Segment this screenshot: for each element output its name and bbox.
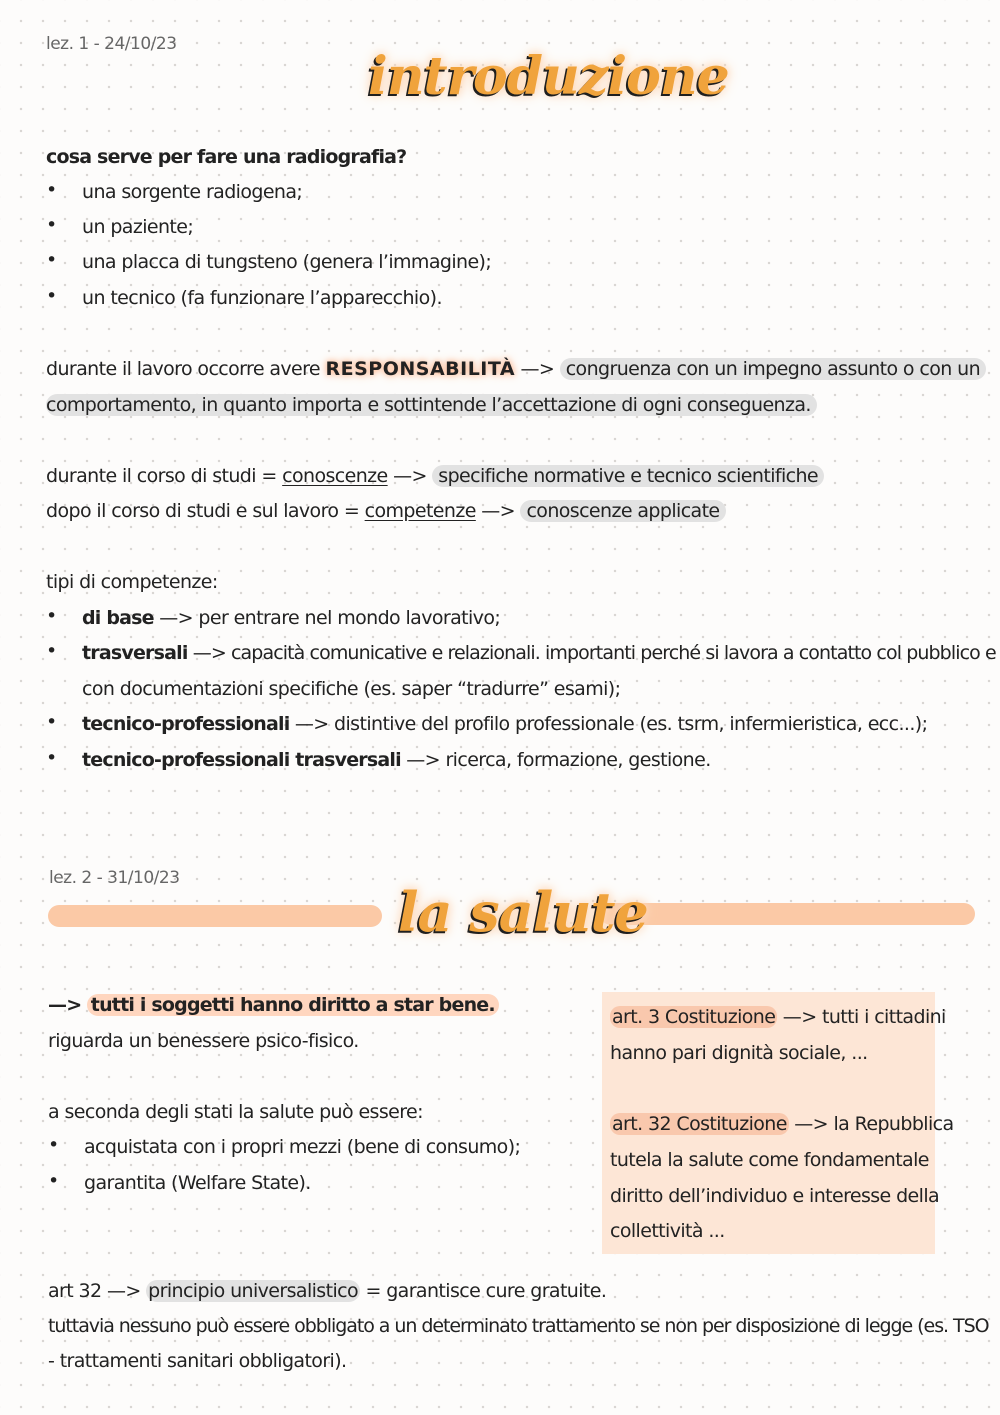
list-item: trasversali —> capacità comunicative e relazionali. importanti perché si lavora a contatto col pubblico e (82, 642, 996, 664)
list-item: di base —> per entrare nel mondo lavorativo; (82, 607, 501, 629)
bullet-dot: • (48, 1134, 60, 1156)
underlined-term: conoscenze (282, 465, 388, 487)
final-line: tuttavia nessuno può essere obbligato a un determinato trattamento se non per disposizione di legge (es. TSO (48, 1315, 989, 1337)
list-item: una sorgente radiogena; (82, 181, 303, 203)
final-line-2: - trattamenti sanitari obbligatori). (48, 1350, 347, 1372)
list-item: acquistata con i propri mezzi (bene di consumo); (84, 1136, 521, 1158)
list-item: tecnico-professionali trasversali —> ricerca, formazione, gestione. (82, 749, 711, 771)
question-heading: cosa serve per fare una radiografia? (46, 146, 407, 168)
bullet-dot: • (46, 214, 58, 236)
responsibility-keyword: RESPONSABILITÀ (325, 358, 516, 380)
list-item: tecnico-professionali —> distintive del profilo professionale (es. tsrm, infermieristica, ecc...); (82, 713, 928, 735)
highlight: art. 3 Costituzione (612, 1006, 776, 1028)
list-item: una placca di tungsteno (genera l’immagine); (82, 251, 492, 273)
section-title: la salute (398, 880, 648, 944)
bullet-dot: • (46, 711, 58, 733)
bullet-dot: • (46, 640, 58, 662)
art32-line: art 32 —> principio universalistico = garantisce cure gratuite. (48, 1280, 607, 1302)
constitution-box (602, 992, 954, 1254)
responsibility-line: durante il lavoro occorre avere RESPONSABILITÀ —> congruenza con un impegno assunto o con un (46, 356, 986, 382)
lesson-date: lez. 1 - 24/10/23 (46, 34, 177, 54)
highlight: principio universalistico (148, 1280, 358, 1302)
highlight: art. 32 Costituzione (612, 1113, 787, 1135)
bullet-dot: • (48, 1170, 60, 1192)
states-heading: a seconda degli stati la salute può essere: (48, 1101, 423, 1123)
highlight: conoscenze applicate (520, 500, 725, 522)
underlined-term: competenze (364, 500, 476, 522)
list-item-continuation: con documentazioni specifiche (es. saper “tradurre” esami); (82, 678, 621, 700)
bullet-dot: • (46, 249, 58, 271)
list-item: un paziente; (82, 216, 194, 238)
highlight: comportamento, in quanto importa e sottintende l’accettazione di ogni conseguenza. (46, 394, 817, 416)
bullet-dot: • (46, 285, 58, 307)
list-item: garantita (Welfare State). (84, 1172, 311, 1194)
bullet-dot: • (46, 179, 58, 201)
bullet-dot: • (46, 747, 58, 769)
title-bar-right (600, 903, 975, 925)
types-heading: tipi di competenze: (46, 571, 218, 593)
highlight: specifiche normative e tecnico scientifiche (432, 465, 824, 487)
highlight: congruenza con un impegno assunto o con un (560, 358, 986, 380)
list-item: un tecnico (fa funzionare l’apparecchio). (82, 287, 442, 309)
box-line: hanno pari dignità sociale, ... (610, 1042, 868, 1064)
intro-line: —> tutti i soggetti hanno diritto a star bene. (48, 992, 499, 1018)
art32-line: art. 32 Costituzione —> la Repubblica (612, 1113, 954, 1135)
lesson-date: lez. 2 - 31/10/23 (49, 868, 180, 888)
highlight: tutti i soggetti hanno diritto a star bene. (87, 994, 499, 1016)
competence-line: dopo il corso di studi e sul lavoro = competenze —> conoscenze applicate (46, 498, 726, 524)
box-line: tutela la salute come fondamentale (610, 1149, 929, 1171)
title-bar-left (48, 905, 382, 927)
intro-line-2: riguarda un benessere psico-fisico. (48, 1030, 359, 1052)
section-title: introduzione (368, 46, 729, 107)
box-line: collettività ... (610, 1220, 725, 1242)
knowledge-line: durante il corso di studi = conoscenze —> specifiche normative e tecnico scientifiche (46, 463, 824, 489)
responsibility-line-2 (46, 392, 817, 418)
art3-line: art. 3 Costituzione —> tutti i cittadini (612, 1006, 946, 1028)
box-line: diritto dell’individuo e interesse della (610, 1185, 940, 1207)
bullet-dot: • (46, 605, 58, 627)
